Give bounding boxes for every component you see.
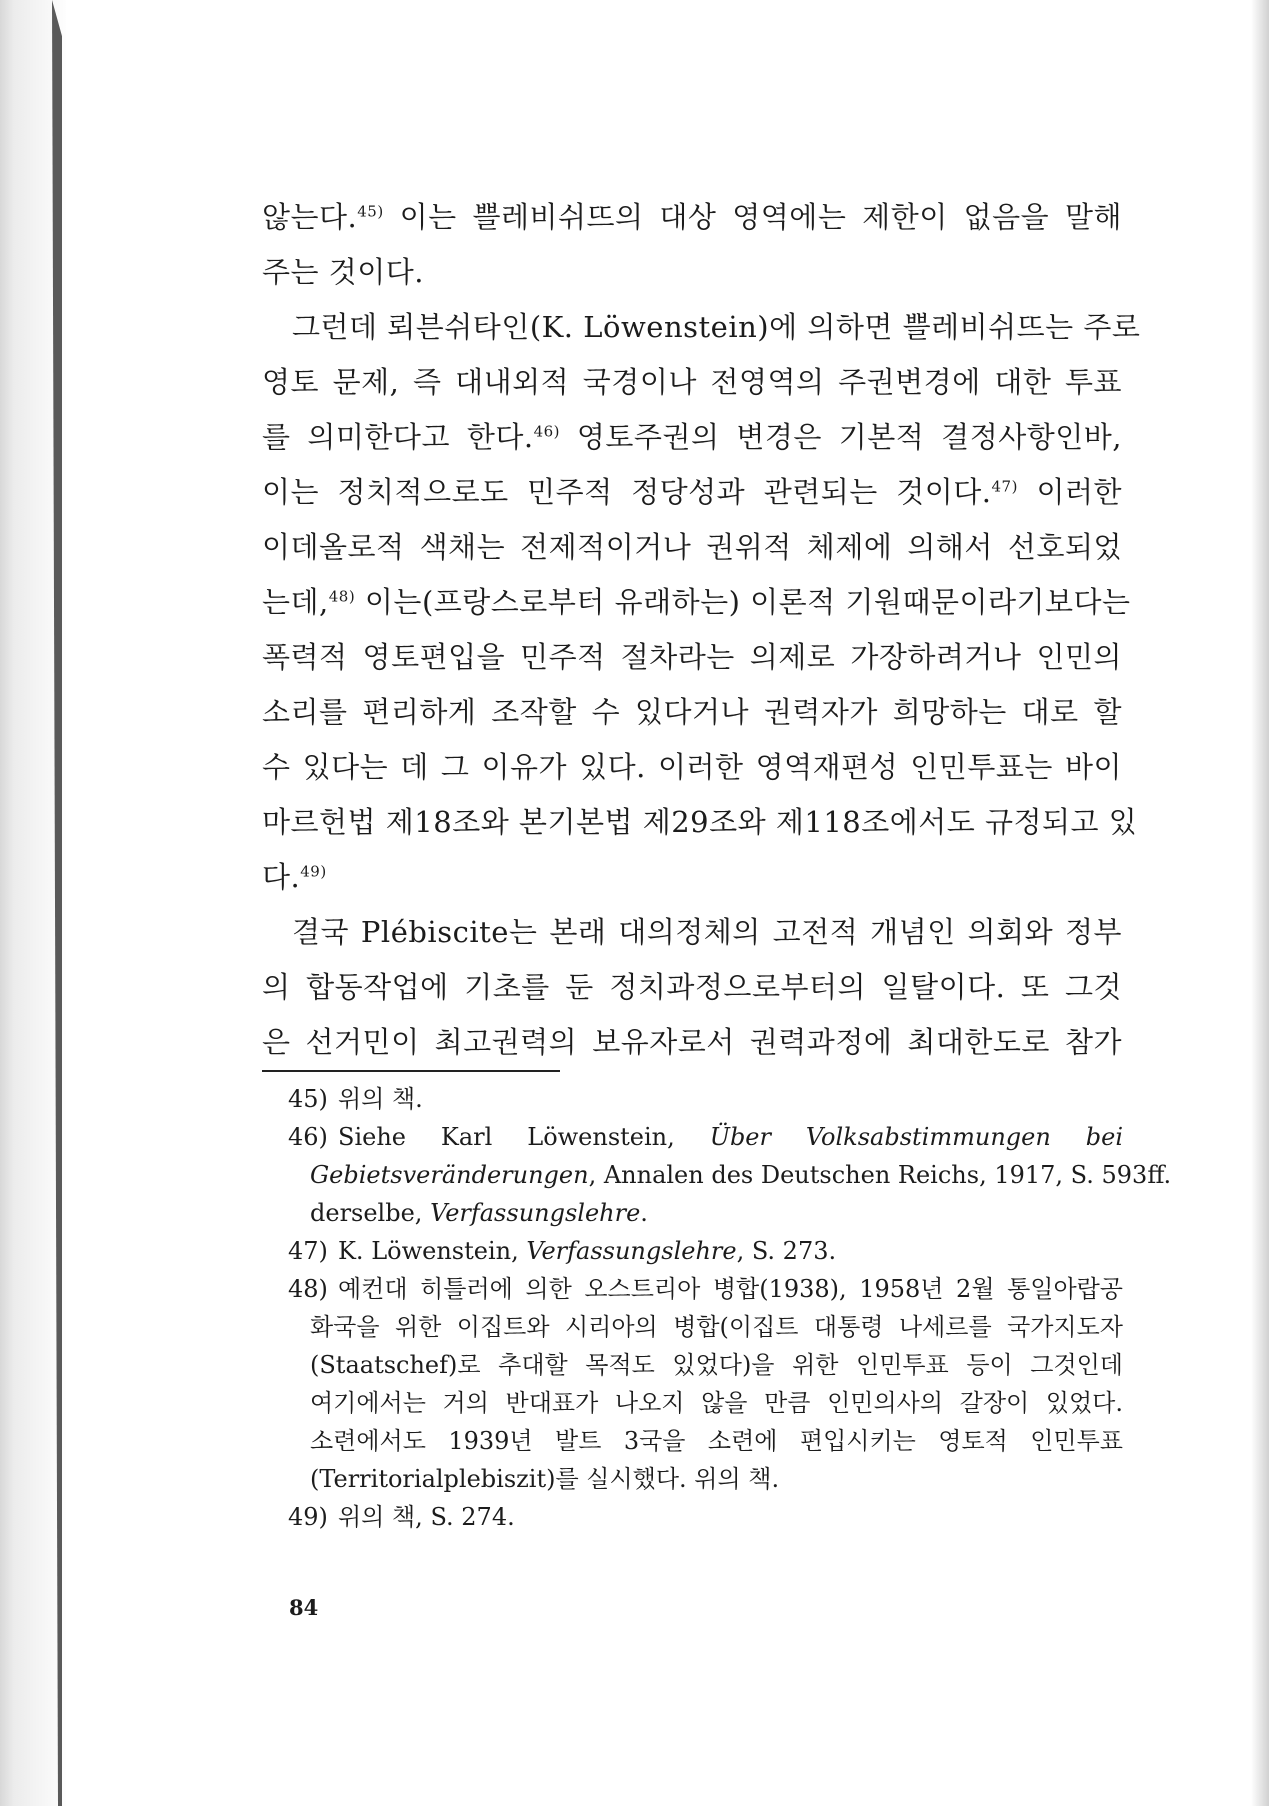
body-line: 다.$^{49)}$ xyxy=(262,860,327,894)
footnote-text: derselbe, Verfassungslehre. xyxy=(310,1199,648,1227)
body-line: 이데올로적 색채는 전제적이거나 권위적 체제에 의해서 선호되었 xyxy=(262,530,1122,564)
footnote-ref-49: 49) xyxy=(300,862,327,881)
body-line: 의 합동작업에 기초를 둔 정치과정으로부터의 일탈이다. 또 그것 xyxy=(262,970,1122,1004)
body-line: 그런데 뢰븐쉬타인(K. Löwenstein)에 의하면 쁠레비쉬뜨는 주로 xyxy=(292,310,1141,344)
footnote-number: 45) xyxy=(288,1085,328,1113)
body-line: 수 있다는 데 그 이유가 있다. 이러한 영역재편성 인민투표는 바이 xyxy=(262,750,1122,784)
body-line: 영토 문제, 즉 대내외적 국경이나 전영역의 주권변경에 대한 투표 xyxy=(262,365,1122,399)
footnote-text: Gebietsveränderungen, Annalen des Deutschen Reichs, 1917, S. 593ff. xyxy=(310,1161,1172,1189)
footnote-text: (Staatschef)로 추대할 목적도 있었다)을 위한 인민투표 등이 그것인데 xyxy=(310,1351,1123,1379)
footnote-text: K. Löwenstein, Verfassungslehre, S. 273. xyxy=(338,1237,837,1265)
footnote-49 xyxy=(288,1498,1123,1536)
footnote-46 xyxy=(288,1118,1172,1232)
footnote-47 xyxy=(288,1232,1123,1270)
body-line: 소리를 편리하게 조작할 수 있다거나 권력자가 희망하는 대로 할 xyxy=(262,695,1122,729)
footnote-text: Siehe Karl Löwenstein, Über Volksabstimmungen bei xyxy=(338,1123,1123,1151)
footnote-text: 소련에서도 1939년 발트 3국을 소련에 편입시키는 영토적 인민투표 xyxy=(310,1427,1123,1455)
body-line: 는데,$^{48)}$ 이는(프랑스로부터 유래하는) 이론적 기원때문이라기보다는 xyxy=(262,585,1131,619)
footnote-48 xyxy=(288,1270,1123,1498)
footnote-number: 49) xyxy=(288,1503,328,1531)
body-line: 를 의미한다고 한다.$^{46)}$ 영토주권의 변경은 기본적 결정사항인바, xyxy=(262,420,1122,454)
footnote-ref-48: 48) xyxy=(328,587,356,606)
body-line: 이는 정치적으로도 민주적 정당성과 관련되는 것이다.$^{47)}$ 이러한 xyxy=(262,475,1122,509)
page-number: 84 xyxy=(289,1595,319,1620)
footnotes xyxy=(288,1080,1172,1536)
footnote-number: 47) xyxy=(288,1237,328,1265)
body-line: 폭력적 영토편입을 민주적 절차라는 의제로 가장하려거나 인민의 xyxy=(262,640,1122,674)
page-shadow xyxy=(1251,0,1269,1806)
footnote-45 xyxy=(288,1080,1123,1118)
body-line: 결국 Plébiscite는 본래 대의정체의 고전적 개념인 의회와 정부 xyxy=(292,915,1122,949)
footnote-text: (Territorialplebiszit)를 실시했다. 위의 책. xyxy=(310,1465,780,1493)
footnote-ref-45: 45) xyxy=(357,202,384,221)
footnote-ref-46: 46) xyxy=(533,422,561,441)
body-text xyxy=(262,190,1141,1070)
footnote-text: 위의 책, S. 274. xyxy=(338,1503,515,1531)
body-line: 마르헌법 제18조와 본기본법 제29조와 제118조에서도 규정되고 있 xyxy=(262,805,1138,839)
footnote-text: 화국을 위한 이집트와 시리아의 병합(이집트 대통령 나세르를 국가지도자 xyxy=(310,1313,1123,1341)
footnote-divider xyxy=(262,1070,560,1072)
footnote-number: 48) xyxy=(288,1275,328,1303)
footnote-text: 위의 책. xyxy=(338,1085,423,1113)
footnote-text: 예컨대 히틀러에 의한 오스트리아 병합(1938), 1958년 2월 통일아랍공 xyxy=(338,1275,1123,1303)
body-line: 않는다.$^{45)}$ 이는 쁠레비쉬뜨의 대상 영역에는 제한이 없음을 말해 xyxy=(262,200,1123,234)
footnote-number: 46) xyxy=(288,1123,328,1151)
footnote-ref-47: 47) xyxy=(991,477,1018,496)
body-line: 주는 것이다. xyxy=(262,255,425,289)
footnote-text: 여기에서는 거의 반대표가 나오지 않을 만큼 인민의사의 갈장이 있었다. xyxy=(310,1389,1123,1417)
body-line: 은 선거민이 최고권력의 보유자로서 권력과정에 최대한도로 참가 xyxy=(262,1025,1122,1059)
